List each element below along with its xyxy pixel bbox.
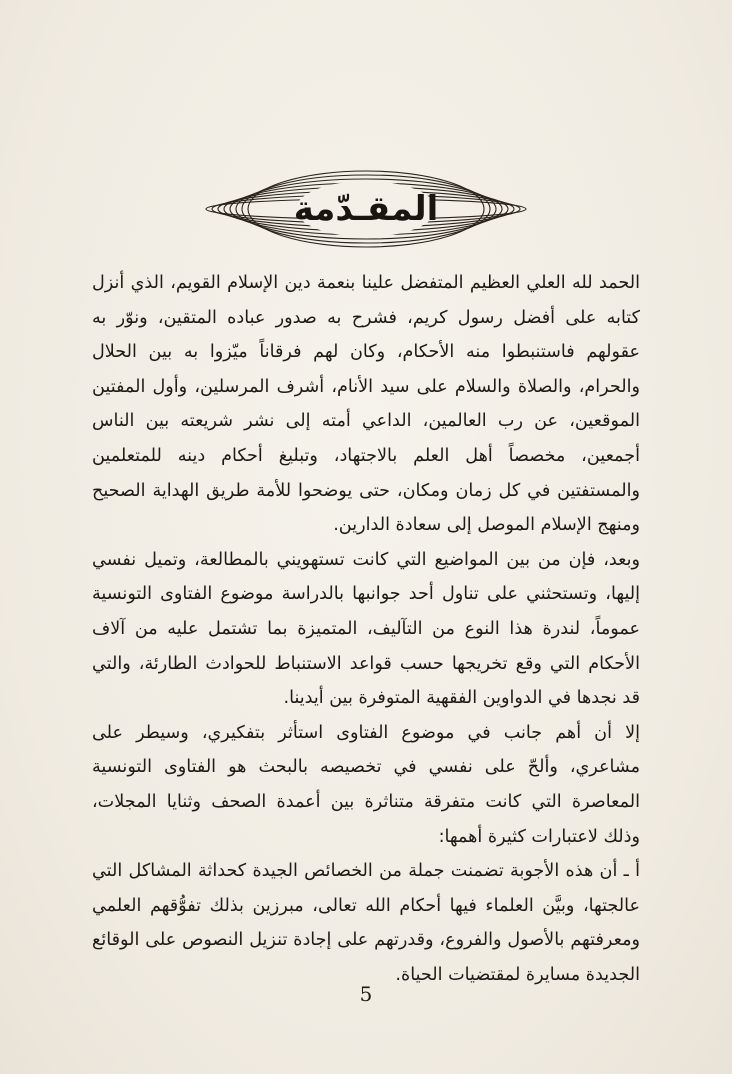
chapter-header [0,168,732,254]
page-number: 5 [359,982,373,1006]
paragraph: إلا أن أهم جانب في موضوع الفتاوى استأثر بتفكيري، وسيطر على مشاعري، وألحّ على نفسي في تخصيصه بالبحث هو الفتاوى التونسية المعاصرة التي كانت متفرقة متناثرة بين أعمدة الصحف وثنايا المجلات، وذلك لاعتبارات كثيرة أهمها: [92,722,640,847]
paragraph: الحمد لله العلي العظيم المتفضل علينا بنعمة دين الإسلام القويم، الذي أنزل كتابه على أفضل رسول كريم، فشرح به صدور عباده المتقين، ونوّر به عقولهم فاستنبطوا منه الأحكام، وكان لهم فرقاناً ميّزوا به بين الحلال والحرام، والصلاة والسلام على سيد الأنام، أشرف المرسلين، وأول المفتين الموقعين، عن رب العالمين، الداعي أمته إلى نشر شريعته بين الناس أجمعين، مخصصاً أهل العلم بالاجتهاد، وتبليغ أحكام دينه للمتعلمين والمستفتين في كل زمان ومكان، حتى يوضحوا للأمة طريق الهداية الصحيح ومنهج الإسلام الموصل إلى سعادة الدارين. [92,273,640,536]
page-title: المقـدّمة [293,189,439,229]
paragraph: أ ـ أن هذه الأجوبة تضمنت جملة من الخصائص الجيدة كحداثة المشاكل التي عالجتها، وبيَّن العلماء فيها أحكام الله تعالى، مبرزين بذلك تفوُّقهم العلمي ومعرفتهم بالأصول والفروع، وقدرتهم على إجادة تنزيل النصوص على الوقائع الجديدة مسايرة لمقتضيات الحياة. [92,861,640,985]
body-text [92,266,640,992]
paragraph: وبعد، فإن من بين المواضيع التي كانت تستهويني بالمطالعة، وتميل نفسي إليها، وتستحثني على تناول أحد جوانبها بالدراسة موضوع الفتاوى التونسية عموماً، لندرة هذا النوع من التآليف، المتميزة بما تشتمل عليه من آلاف الأحكام التي وقع تخريجها حسب قواعد الاستنباط للحوادث الطارئة، والتي قد نجدها في الدواوين الفقهية المتوفرة بين أيدينا. [92,549,640,709]
